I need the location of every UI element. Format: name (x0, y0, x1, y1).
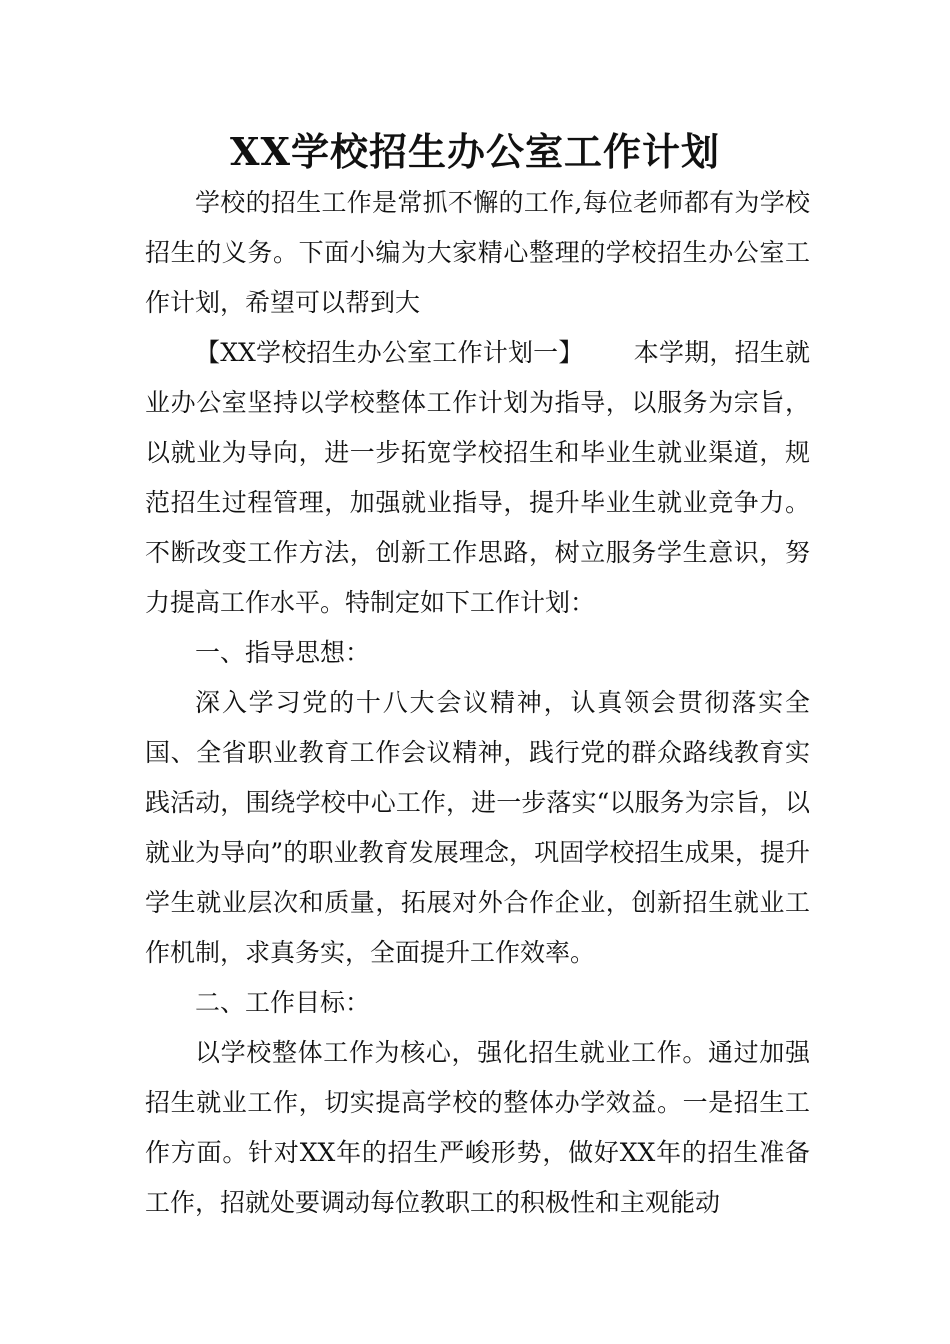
section-heading-guiding-ideology: 一、指导思想： (195, 638, 371, 667)
plan-one-text: 本学期，招生就业办公室坚持以学校整体工作计划为指导，以服务为宗旨，以就业为导向，进一步拓宽学校招生和毕业生就业渠道，规范招生过程管理，加强就业指导，提升毕业生就业竞争力。不断改变工作方法，创新工作思路，树立服务学生意识，努力提高工作水平。特制定如下工作计划： (145, 338, 810, 617)
work-goals-paragraph: 以学校整体工作为核心，强化招生就业工作。通过加强招生就业工作，切实提高学校的整体办学效益。一是招生工作方面。针对XX年的招生严峻形势，做好XX年的招生准备工作，招就处要调动每位教职工的积极性和主观能动 (145, 1038, 810, 1217)
plan-one-paragraph (145, 328, 810, 628)
section-heading-work-goals: 二、工作目标： (195, 988, 371, 1017)
document-body (145, 178, 810, 1228)
guiding-ideology-paragraph: 深入学习党的十八大会议精神，认真领会贯彻落实全国、全省职业教育工作会议精神，践行党的群众路线教育实践活动，围绕学校中心工作，进一步落实“以服务为宗旨，以就业为导向”的职业教育发展理念，巩固学校招生成果，提升学生就业层次和质量，拓展对外合作企业，创新招生就业工作机制，求真务实，全面提升工作效率。 (145, 688, 810, 967)
intro-paragraph: 学校的招生工作是常抓不懈的工作,每位老师都有为学校招生的义务。下面小编为大家精心整理的学校招生办公室工作计划，希望可以帮到大 (145, 188, 810, 317)
document-title: XX学校招生办公室工作计划 (230, 129, 720, 174)
plan-one-heading: 【XX学校招生办公室工作计划一】 (195, 338, 584, 367)
